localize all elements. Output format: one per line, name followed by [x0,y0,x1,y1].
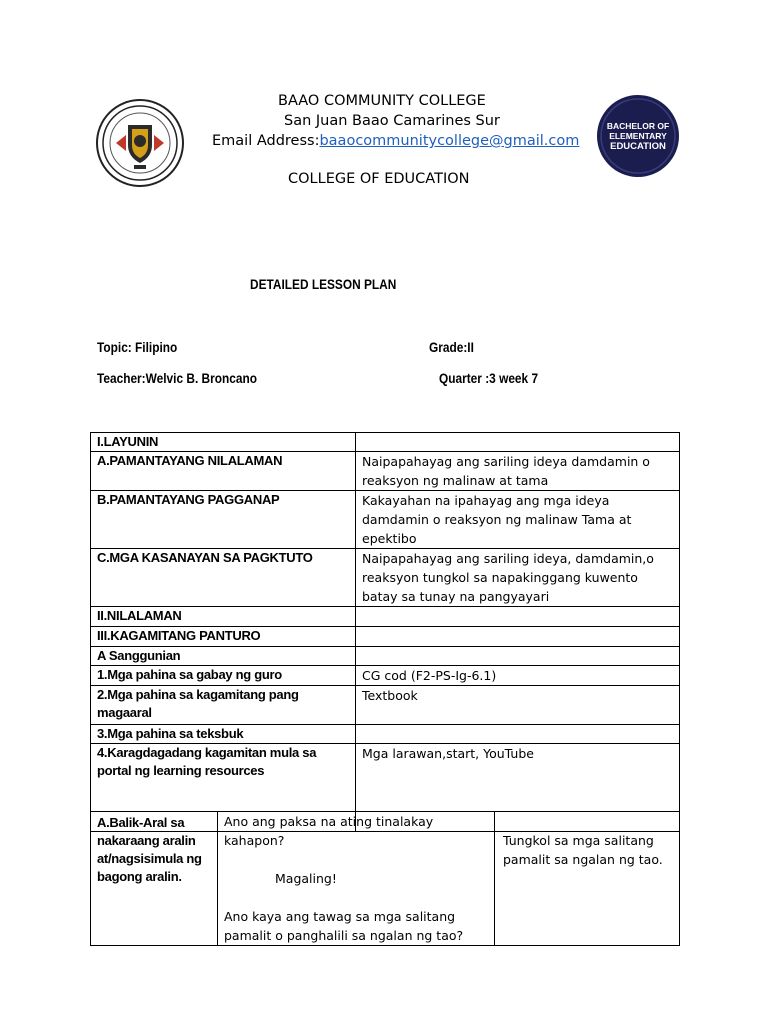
college-name: BAAO COMMUNITY COLLEGE [278,93,486,109]
row-value [356,725,680,744]
row-value: Naipapahayag ang sariling ideya damdamin o reaksyon ng malinaw at tama [356,452,680,491]
row-label: A.PAMANTAYANG NILALAMAN [91,452,356,491]
badge-line-1: BACHELOR OF [606,121,670,131]
row-label: C.MGA KASANAYAN SA PAGKTUTO [91,549,356,607]
teacher-question-2: Ano kaya ang tawag sa mga salitang pamalit o panghalili sa ngalan ng tao? [224,909,464,943]
row-label: 2.Mga pahina sa kagamitang pang magaaral [91,686,356,725]
row-label: A Sanggunian [91,647,356,666]
topic-label: Topic: Filipino [97,340,178,355]
table-row [91,812,680,946]
row-value [356,433,680,452]
student-answer: Tungkol sa mga salitang pamalit sa ngalan ng tao. [503,833,663,867]
email-line [212,131,579,151]
table-row [91,725,680,744]
student-activity [495,812,680,946]
badge-line-3: EDUCATION [610,141,666,152]
row-label: B.PAMANTAYANG PAGGANAP [91,491,356,549]
table-row [91,433,680,452]
row-label: 4.Karagdagadang kagamitan mula sa portal ng learning resources [91,744,356,832]
row-value [356,607,680,627]
lesson-plan-table [90,432,680,832]
document-title: DETAILED LESSON PLAN [250,277,397,292]
quarter-label: Quarter :3 week 7 [439,371,539,386]
bachelor-elementary-education-badge-icon [596,94,680,178]
table-row [91,491,680,549]
row-value [356,647,680,666]
teacher-label: Teacher:Welvic B. Broncano [97,371,257,386]
procedure-step-label: A.Balik-Aral sa nakaraang aralin at/nagsisimula ng bagong aralin. [91,812,218,946]
grade-label: Grade:II [429,340,474,355]
row-value: Mga larawan,start, YouTube [356,744,680,832]
row-value [356,627,680,647]
row-label: I.LAYUNIN [91,433,356,452]
row-value: Kakayahan na ipahayag ang mga ideya damdamin o reaksyon ng malinaw Tama at epektibo [356,491,680,549]
table-row [91,647,680,666]
table-row [91,452,680,491]
row-value: Textbook [356,686,680,725]
table-row [91,627,680,647]
row-value: Naipapahayag ang sariling ideya, damdamin,o reaksyon tungkol sa napakinggang kuwento batay sa tunay na pangyayari [356,549,680,607]
department-name: COLLEGE OF EDUCATION [288,171,470,187]
table-row [91,666,680,686]
college-seal-icon [96,99,184,187]
email-link[interactable]: baaocommunitycollege@gmail.com [319,133,580,149]
teacher-activity [218,812,495,946]
row-label: II.NILALAMAN [91,607,356,627]
table-row [91,686,680,725]
row-label: 1.Mga pahina sa gabay ng guro [91,666,356,686]
table-row [91,607,680,627]
college-address: San Juan Baao Camarines Sur [284,113,500,129]
badge-line-2: ELEMENTARY [609,131,667,141]
row-value: CG cod (F2-PS-Ig-6.1) [356,666,680,686]
teacher-praise: Magaling! [275,871,337,886]
row-label: 3.Mga pahina sa teksbuk [91,725,356,744]
email-label: Email Address: [212,133,320,149]
table-row [91,549,680,607]
teacher-question-1: Ano ang paksa na ating tinalakay kahapon? [224,814,434,848]
row-label: III.KAGAMITANG PANTURO [91,627,356,647]
procedure-table [90,811,680,946]
